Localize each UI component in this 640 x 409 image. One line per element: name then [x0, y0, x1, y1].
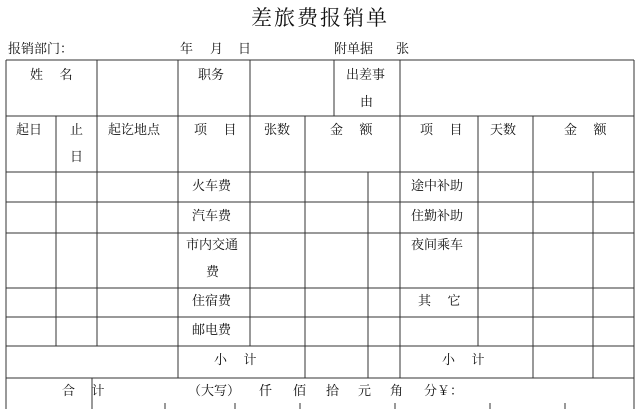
- fen-unit-label: 分￥：: [424, 384, 464, 399]
- item-header-left: 项 目: [194, 123, 237, 138]
- postal-telecom-label: 邮电费: [192, 323, 232, 338]
- subtotal-right-label: 小 计: [442, 353, 485, 368]
- month-label: 月: [210, 42, 224, 57]
- night-ride-label: 夜间乘车: [411, 238, 464, 253]
- ten-unit-label: 拾: [326, 384, 340, 399]
- trip-reason-label: 出差事: [346, 68, 386, 83]
- jiao-unit-label: 角: [390, 384, 404, 399]
- stay-allowance-label: 住勤补助: [411, 209, 464, 224]
- local-transport-label: 市内交通: [186, 238, 239, 253]
- total-label: 合 计: [62, 384, 105, 399]
- travel-allowance-label: 途中补助: [411, 179, 464, 194]
- hundred-unit-label: 佰: [293, 384, 307, 399]
- other-label: 其 它: [418, 294, 461, 309]
- name-label: 姓 名: [30, 68, 73, 83]
- subtotal-left-label: 小 计: [214, 353, 257, 368]
- trip-reason-label-2: 由: [360, 95, 374, 110]
- uppercase-amount-label: （大写）: [188, 384, 241, 399]
- bus-fare-label: 汽车费: [192, 209, 232, 224]
- amount-header-left: 金 额: [330, 123, 373, 138]
- end-day-label-2: 日: [70, 150, 84, 165]
- end-day-label: 止: [70, 123, 84, 138]
- sheets-label: 张: [396, 42, 410, 57]
- yuan-unit-label: 元: [358, 384, 372, 399]
- count-header: 张数: [264, 123, 291, 138]
- item-header-right: 项 目: [420, 123, 463, 138]
- year-label: 年: [180, 42, 194, 57]
- days-header: 天数: [490, 123, 517, 138]
- route-label: 起讫地点: [108, 123, 161, 138]
- day-label: 日: [238, 42, 252, 57]
- form-title: 差旅费报销单: [251, 6, 389, 30]
- local-transport-label-2: 费: [206, 265, 220, 280]
- thousand-unit-label: 仟: [259, 384, 273, 399]
- start-day-label: 起日: [16, 123, 43, 138]
- amount-header-right: 金 额: [564, 123, 607, 138]
- train-fare-label: 火车费: [192, 179, 232, 194]
- attachment-label: 附单据: [334, 42, 374, 57]
- position-label: 职务: [198, 68, 225, 83]
- department-label: 报销部门：: [8, 42, 74, 57]
- lodging-label: 住宿费: [192, 294, 232, 309]
